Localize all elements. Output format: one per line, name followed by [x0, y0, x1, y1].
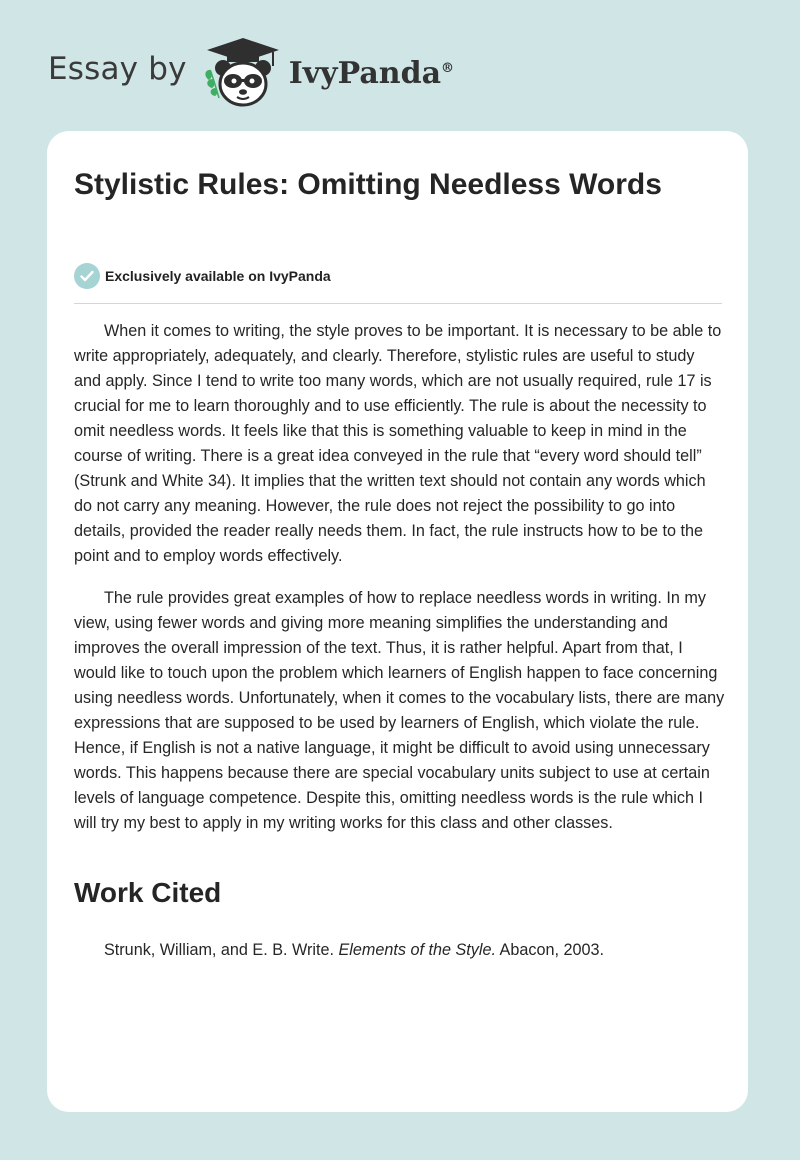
essay-by-label: Essay by [48, 51, 187, 87]
registered-mark: ® [441, 60, 455, 76]
citation-entry [104, 938, 724, 963]
page-title: Stylistic Rules: Omitting Needless Words [74, 168, 662, 201]
essay-body [74, 319, 726, 853]
exclusive-badge [74, 263, 331, 289]
citation-authors: Strunk, William, and E. B. Write. [104, 941, 339, 959]
citation-publisher: Abacon, 2003. [495, 941, 604, 959]
check-icon [74, 263, 100, 289]
essay-card [47, 131, 748, 1112]
site-header [48, 36, 454, 108]
essay-paragraph: The rule provides great examples of how to replace needless words in writing. In my view, using fewer words and giving more meaning simplifies the understanding and improves the overall impression of the text. Thus, it is rather helpful. Apart from that, I would like to touch upon the problem which learners of English happen to face concerning using needless words. Unfortunately, when it comes to the vocabulary lists, there are many expressions that are supposed to be used by learners of English, which violate the rule. Hence, if English is not a native language, it might be difficult to avoid using unnecessary words. This happens because there are special vocabulary units subject to use at certain levels of language competence. Despite this, omitting needless words is the rule which I will try my best to apply in my writing works for this class and other classes. [74, 589, 725, 832]
brand-name-text: IvyPanda [288, 55, 442, 91]
brand-name[interactable] [289, 56, 454, 91]
divider [74, 303, 722, 304]
panda-logo-icon [201, 36, 285, 108]
ivy-leaf-icon [205, 70, 219, 98]
works-cited-heading: Work Cited [74, 877, 222, 908]
exclusive-badge-label: Exclusively available on IvyPanda [105, 268, 331, 284]
citation-work-title: Elements of the Style. [338, 941, 496, 959]
essay-paragraph: When it comes to writing, the style proves to be important. It is necessary to be able to write appropriately, adequately, and clearly. Therefore, stylistic rules are useful to study and apply. Since I tend to write too many words, which are not usually required, rule 17 is crucial for me to learn thoroughly and to use efficiently. The rule is about the necessity to omit needless words. It feels like that this is something valuable to keep in mind in the course of writing. There is a great idea conveyed in the rule that “every word should tell” (Strunk and White 34). It implies that the written text should not contain any words which do not carry any meaning. However, the rule does not reject the possibility to go into details, provided the reader really needs them. In fact, the rule instructs how to be to the point and to employ words effectively. [74, 322, 722, 565]
